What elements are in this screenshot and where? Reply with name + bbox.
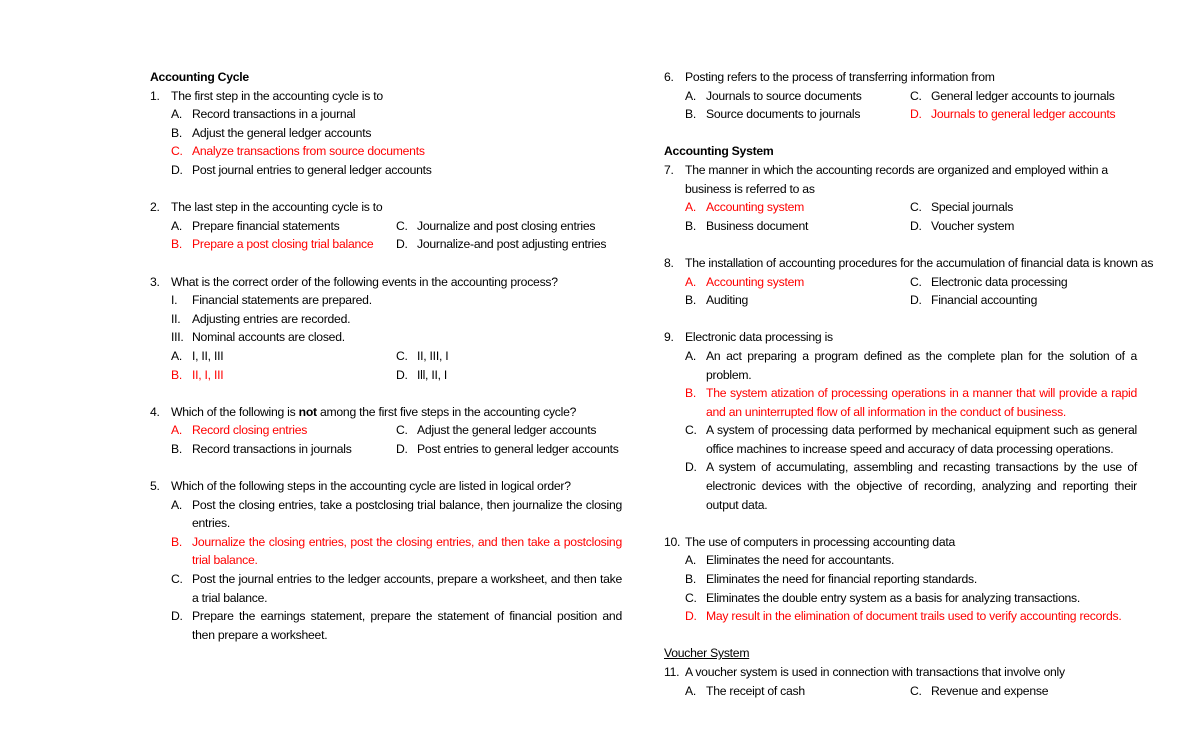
option-row <box>664 273 1137 292</box>
option-text: Record transactions in journals <box>192 441 352 456</box>
option-text: Prepare the earnings statement, prepare the statement of financial position and then prepare a worksheet. <box>192 609 622 642</box>
question-number: 4. <box>150 404 160 419</box>
option-text: Eliminates the double entry system as a basis for analyzing transactions. <box>706 590 1080 605</box>
question-number: 5. <box>150 479 160 494</box>
section-heading-voucher-system: Voucher System <box>664 646 750 661</box>
option-text: Journals to general ledger accounts <box>931 107 1116 122</box>
question-text: What is the correct order of the following events in the accounting process? <box>171 274 558 289</box>
option-letter: D. <box>910 218 922 233</box>
option-a <box>150 105 622 124</box>
option-letter: D. <box>685 460 697 475</box>
roman-item <box>150 291 622 310</box>
option-letter: A. <box>171 218 183 233</box>
question-number: 9. <box>664 330 674 345</box>
option-text: Financial accounting <box>931 293 1038 308</box>
option-row <box>664 291 1137 310</box>
option-row <box>664 217 1137 236</box>
option-text: Record closing entries <box>192 423 308 438</box>
question-11 <box>664 663 1137 682</box>
option-letter: A. <box>171 497 183 512</box>
option-row <box>150 421 622 440</box>
right-column <box>664 68 1154 700</box>
option-a <box>171 496 622 533</box>
option-text: I, II, III <box>192 348 224 363</box>
option-text: Analyze transactions from source documents <box>192 144 425 159</box>
question-text: Which of the following steps in the accounting cycle are listed in logical order? <box>171 479 571 494</box>
question-5 <box>150 477 622 496</box>
option-text: Post journal entries to general ledger accounts <box>192 162 432 177</box>
option-row <box>664 198 1137 217</box>
option-row <box>150 217 622 236</box>
option-text: Ill, II, I <box>417 367 448 382</box>
option-text: An act preparing a program defined as the complete plan for the solution of a problem. <box>706 348 1137 382</box>
roman-item <box>150 310 622 329</box>
option-row <box>664 87 1137 106</box>
option-letter: B. <box>685 218 697 233</box>
option-text: Accounting system <box>706 274 805 289</box>
option-letter: A. <box>685 274 697 289</box>
question-1 <box>150 87 622 106</box>
option-letter: C. <box>171 144 183 159</box>
option-b-answer <box>685 384 1137 421</box>
question-text: The installation of accounting procedures for the accumulation of financial data is known as <box>685 255 1154 270</box>
option-c-answer <box>150 142 622 161</box>
section-heading-accounting-cycle: Accounting Cycle <box>150 70 249 84</box>
question-7 <box>664 161 1137 198</box>
roman-item <box>150 328 622 347</box>
option-row <box>150 440 622 459</box>
option-letter: B. <box>171 534 183 549</box>
roman-numeral: I. <box>171 293 178 308</box>
option-text: Eliminates the need for financial reporting standards. <box>706 572 978 587</box>
option-letter: D. <box>171 609 183 624</box>
option-text: Post entries to general ledger accounts <box>417 441 619 456</box>
option-text: A system of processing data performed by mechanical equipment such as general office machines to increase speed and accuracy of data processing operations. <box>706 423 1137 456</box>
section-heading-accounting-system: Accounting System <box>664 144 774 159</box>
item-text: Financial statements are prepared. <box>192 293 372 308</box>
option-text: II, I, III <box>192 367 224 382</box>
option-text: Post the journal entries to the ledger accounts, prepare a worksheet, and then take a trial balance. <box>192 572 622 605</box>
question-number: 10. <box>664 534 681 549</box>
option-text: Adjust the general ledger accounts <box>192 125 372 140</box>
option-d <box>171 607 622 644</box>
question-8 <box>664 254 1154 273</box>
question-3 <box>150 273 622 292</box>
option-text: Business document <box>706 218 809 233</box>
option-letter: B. <box>685 386 697 401</box>
option-a <box>664 551 1137 570</box>
question-number: 3. <box>150 274 160 289</box>
option-letter: B. <box>685 293 697 308</box>
question-text: The manner in which the accounting records are organized and employed within a business is referred to as <box>685 162 1108 196</box>
option-letter: A. <box>685 553 697 568</box>
question-number: 1. <box>150 88 160 103</box>
option-text: The receipt of cash <box>706 683 805 698</box>
roman-numeral: II. <box>171 311 181 326</box>
option-d <box>150 161 622 180</box>
option-letter: B. <box>685 572 697 587</box>
option-text: Journalize the closing entries, post the closing entries, and then take a postclosing trial balance. <box>192 534 622 568</box>
option-c <box>171 570 622 607</box>
option-letter: C. <box>910 200 922 215</box>
question-text <box>171 403 576 422</box>
option-text: Prepare financial statements <box>192 218 340 233</box>
option-letter: C. <box>685 590 697 605</box>
option-text: Eliminates the need for accountants. <box>706 553 895 568</box>
option-letter: A. <box>171 423 183 438</box>
option-d <box>685 458 1137 514</box>
option-text: May result in the elimination of document trails used to verify accounting records. <box>706 609 1122 624</box>
question-text: The first step in the accounting cycle is to <box>171 88 383 103</box>
option-letter: C. <box>396 218 408 233</box>
option-c <box>664 589 1137 608</box>
question-4 <box>150 403 622 422</box>
option-letter: D. <box>910 107 922 122</box>
option-letter: B. <box>171 367 183 382</box>
option-text: Journalize and post closing entries <box>417 218 596 233</box>
option-text: Electronic data processing <box>931 274 1068 289</box>
option-letter: C. <box>685 423 697 438</box>
option-row <box>664 105 1137 124</box>
question-text: A voucher system is used in connection with transactions that involve only <box>685 665 1065 679</box>
question-10 <box>664 533 1137 552</box>
option-letter: D. <box>910 293 922 308</box>
option-letter: C. <box>910 88 922 103</box>
option-text: Special journals <box>931 200 1014 215</box>
question-2 <box>150 198 622 217</box>
option-letter: C. <box>396 348 408 363</box>
question-text: Electronic data processing is <box>685 330 833 345</box>
question-9 <box>664 328 1137 347</box>
option-letter: B. <box>171 441 183 456</box>
option-text: Revenue and expense <box>931 683 1049 698</box>
question-number: 8. <box>664 255 674 270</box>
option-letter: B. <box>171 125 183 140</box>
option-letter: C. <box>910 683 922 698</box>
option-b-answer <box>171 533 622 570</box>
option-text: The system atization of processing operations in a manner that will provide a rapid and an uninterrupted flow of all information in the conduct of business. <box>706 386 1137 419</box>
option-text: Adjust the general ledger accounts <box>417 423 597 438</box>
question-emphasis: not <box>298 404 317 419</box>
option-c <box>685 421 1137 458</box>
option-text: Journals to source documents <box>706 88 862 103</box>
option-row <box>150 366 622 385</box>
item-text: Nominal accounts are closed. <box>192 330 345 345</box>
left-column <box>150 68 622 644</box>
option-letter: C. <box>910 274 922 289</box>
option-letter: A. <box>171 107 183 122</box>
question-text-part: Which of the following is <box>171 404 299 419</box>
option-letter: D. <box>396 237 408 252</box>
option-text: Post the closing entries, take a postclosing trial balance, then journalize the closing entries. <box>192 497 622 531</box>
option-text: Accounting system <box>706 200 805 215</box>
option-text: General ledger accounts to journals <box>931 88 1115 103</box>
question-number: 2. <box>150 200 160 215</box>
option-letter: A. <box>171 348 183 363</box>
option-letter: D. <box>396 441 408 456</box>
question-6 <box>664 68 1137 87</box>
option-row <box>664 682 1137 701</box>
option-d-answer <box>664 607 1137 626</box>
option-text: Auditing <box>706 293 749 308</box>
option-letter: A. <box>685 683 697 698</box>
option-text: Voucher system <box>931 218 1015 233</box>
option-letter: B. <box>171 237 183 252</box>
option-text: II, III, I <box>417 348 449 363</box>
option-letter: D. <box>396 367 408 382</box>
option-letter: C. <box>171 572 183 587</box>
option-row <box>150 235 622 254</box>
option-letter: D. <box>685 609 697 624</box>
option-row <box>150 347 622 366</box>
option-letter: A. <box>685 200 697 215</box>
option-text: Source documents to journals <box>706 107 861 122</box>
option-text: Journalize-and post adjusting entries <box>417 237 607 252</box>
option-text: A system of accumulating, assembling and recasting transactions by the use of electronic devices with the objective of recording, analyzing and reporting their output data. <box>706 460 1137 512</box>
option-letter: C. <box>396 423 408 438</box>
question-text-part: among the first five steps in the accounting cycle? <box>316 404 577 419</box>
option-letter: A. <box>685 348 697 363</box>
question-number: 11. <box>664 665 680 679</box>
question-text: Posting refers to the process of transferring information from <box>685 70 995 84</box>
option-text: Record transactions in a journal <box>192 107 356 122</box>
question-text: The last step in the accounting cycle is to <box>171 200 383 215</box>
option-letter: B. <box>685 107 697 122</box>
question-text: The use of computers in processing accounting data <box>685 534 956 549</box>
roman-numeral: III. <box>171 330 184 345</box>
option-a <box>685 347 1137 384</box>
option-letter: A. <box>685 88 697 103</box>
option-b <box>150 124 622 143</box>
option-text: Prepare a post closing trial balance <box>192 237 374 252</box>
option-b <box>664 570 1137 589</box>
question-number: 6. <box>664 70 674 84</box>
item-text: Adjusting entries are recorded. <box>192 311 351 326</box>
option-letter: D. <box>171 162 183 177</box>
question-number: 7. <box>664 162 674 177</box>
